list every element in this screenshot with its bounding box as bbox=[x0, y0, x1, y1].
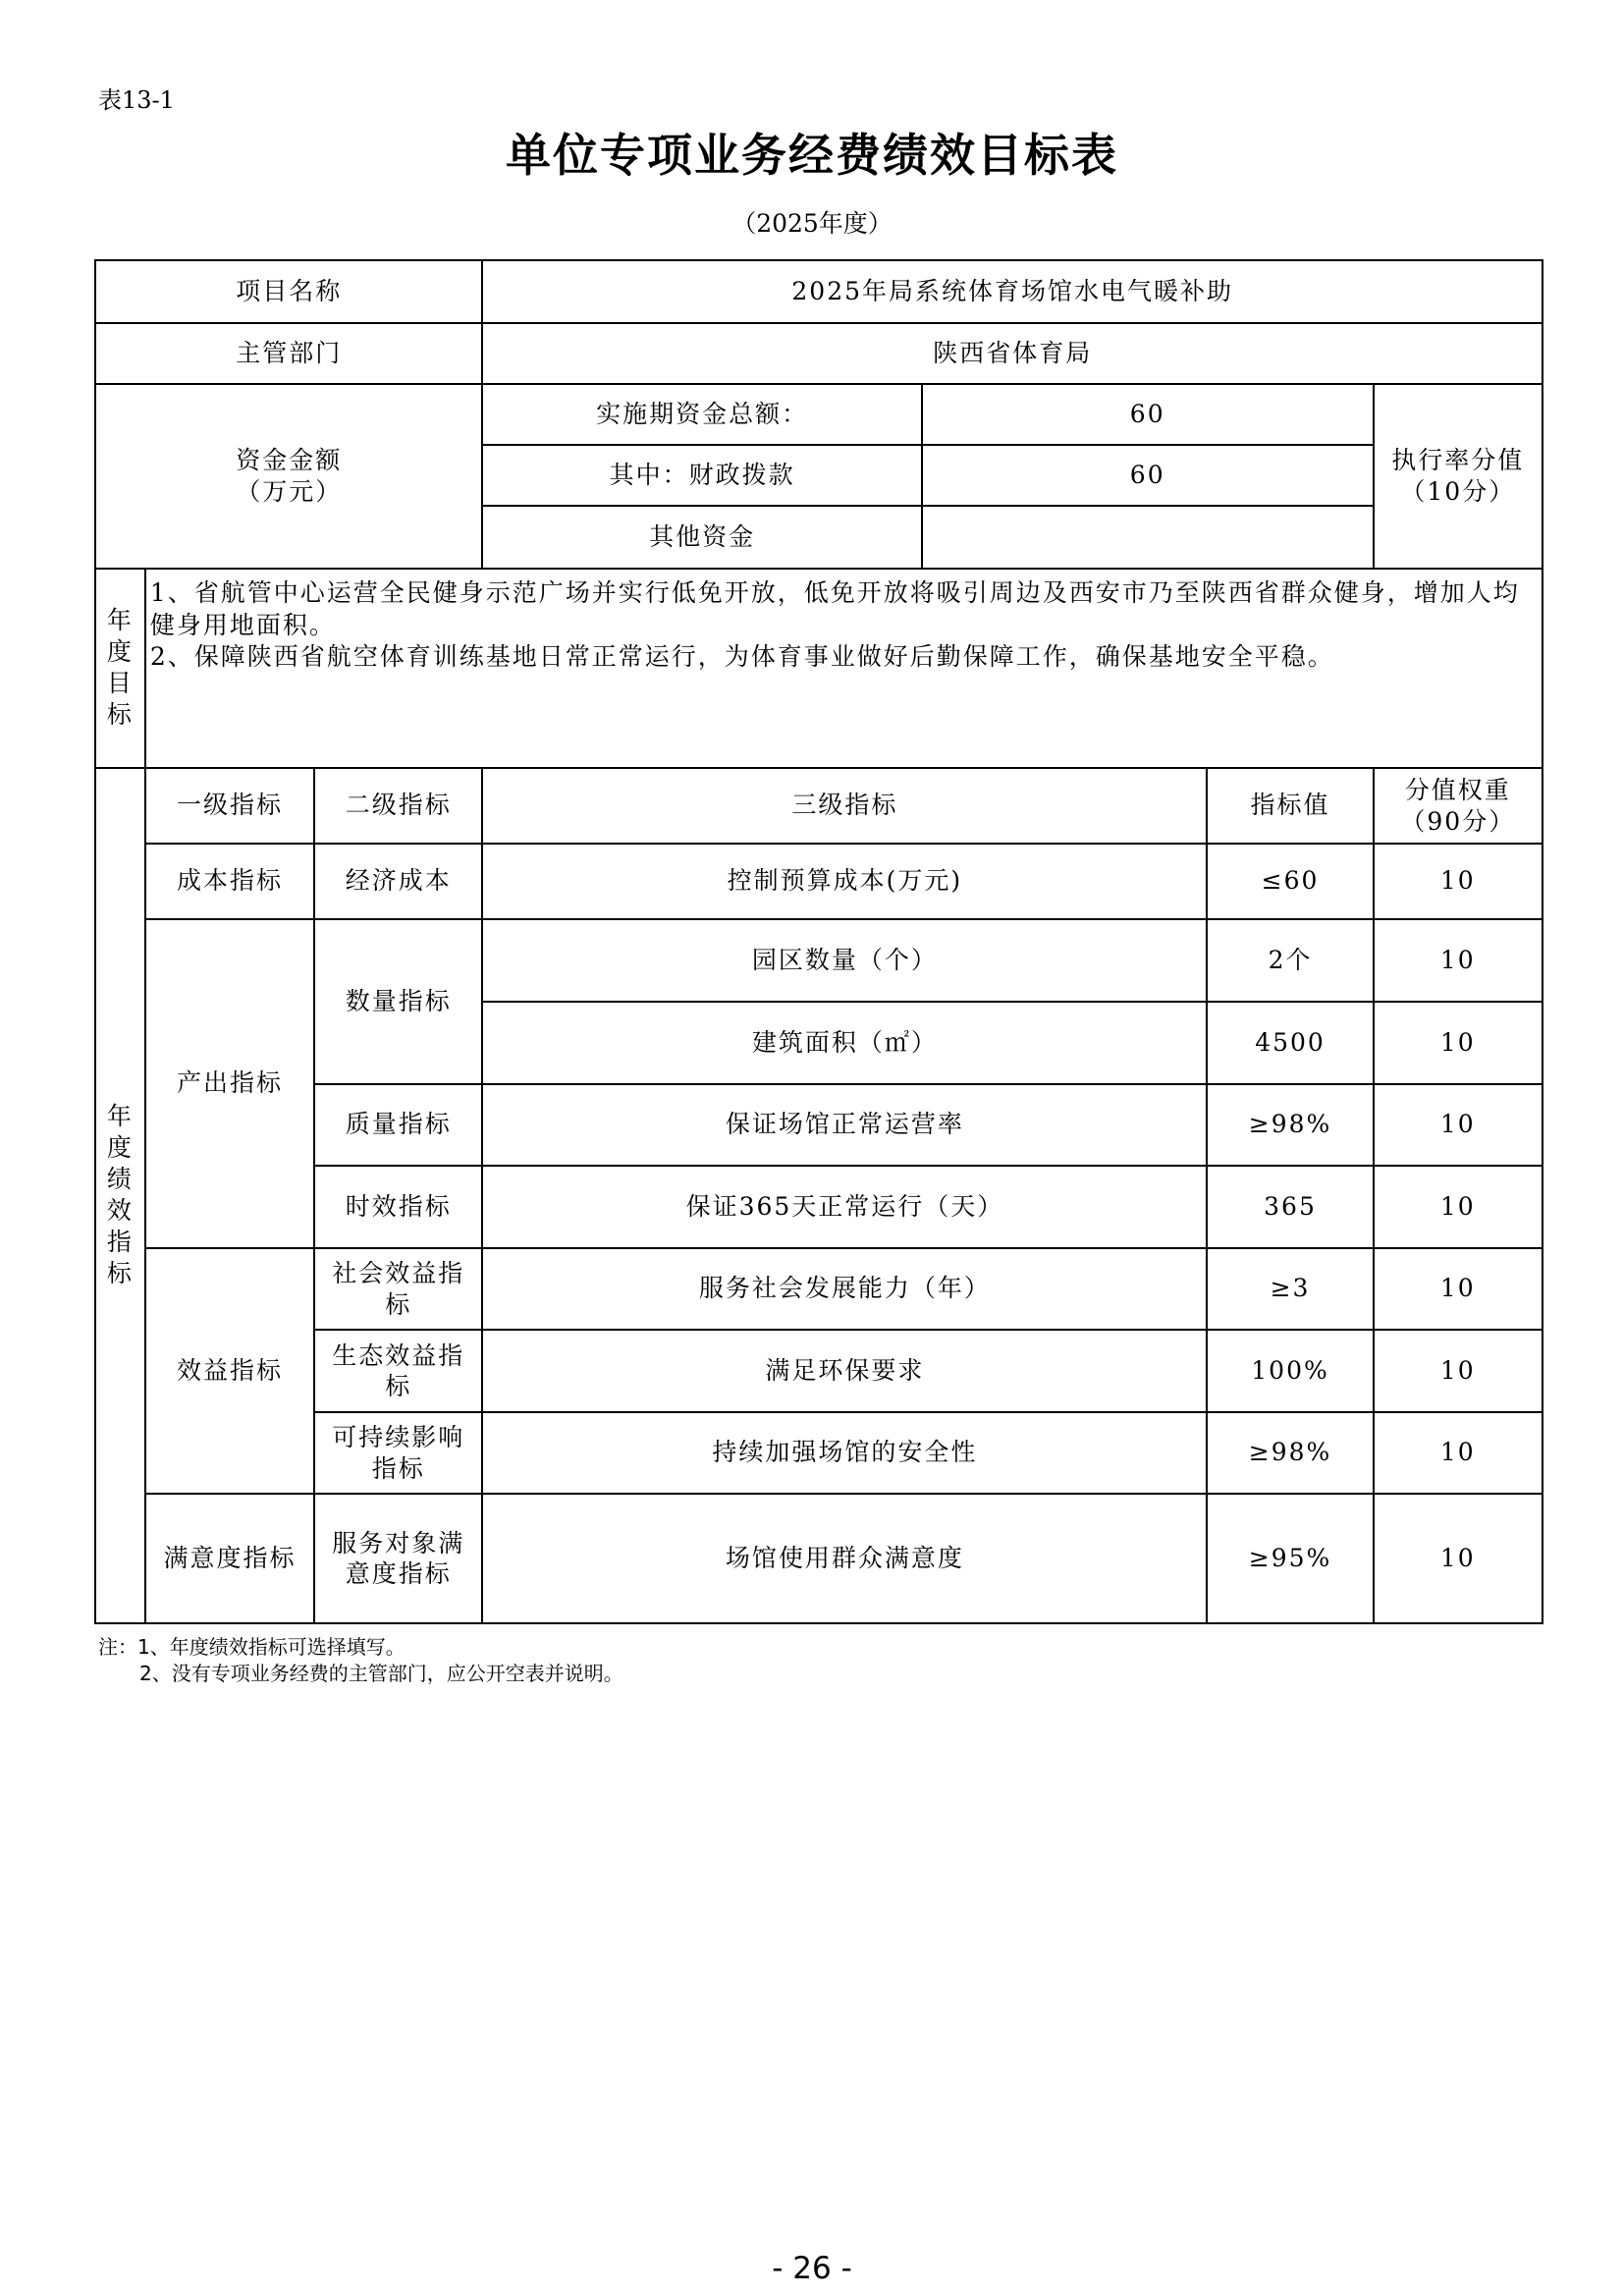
funds-other-label: 其他资金 bbox=[482, 506, 921, 569]
level1-cell: 满意度指标 bbox=[145, 1494, 314, 1623]
funds-fiscal-value: 60 bbox=[922, 445, 1374, 506]
weight-cell: 10 bbox=[1374, 1412, 1543, 1494]
header-weight: 分值权重（90分） bbox=[1374, 768, 1543, 844]
level3-cell: 保证365天正常运行（天） bbox=[482, 1166, 1207, 1248]
level2-cell: 服务对象满意度指标 bbox=[314, 1494, 482, 1623]
table-row bbox=[95, 1494, 1543, 1623]
weight-cell: 10 bbox=[1374, 1166, 1543, 1248]
department-label: 主管部门 bbox=[95, 323, 482, 384]
weight-cell: 10 bbox=[1374, 844, 1543, 919]
level3-cell: 控制预算成本(万元) bbox=[482, 844, 1207, 919]
project-row bbox=[95, 260, 1543, 323]
level1-cell: 成本指标 bbox=[145, 844, 314, 919]
annual-goal-row bbox=[95, 569, 1543, 768]
funds-total-label: 实施期资金总额： bbox=[482, 384, 921, 445]
level3-cell: 建筑面积（㎡） bbox=[482, 1002, 1207, 1084]
performance-target-table bbox=[94, 259, 1543, 1624]
table-notes bbox=[98, 1634, 623, 1687]
value-cell: 365 bbox=[1207, 1166, 1373, 1248]
value-cell: ≥98% bbox=[1207, 1084, 1373, 1166]
level3-cell: 保证场馆正常运营率 bbox=[482, 1084, 1207, 1166]
level2-cell: 生态效益指标 bbox=[314, 1330, 482, 1412]
level2-cell: 时效指标 bbox=[314, 1166, 482, 1248]
level3-cell: 场馆使用群众满意度 bbox=[482, 1494, 1207, 1623]
annual-goal-label: 年度目标 bbox=[95, 569, 145, 768]
weight-cell: 10 bbox=[1374, 1248, 1543, 1330]
note-item: 注：1、年度绩效指标可选择填写。 bbox=[98, 1635, 406, 1659]
funds-total-value: 60 bbox=[922, 384, 1374, 445]
value-cell: ≥98% bbox=[1207, 1412, 1373, 1494]
header-level2: 二级指标 bbox=[314, 768, 482, 844]
page-title: 单位专项业务经费绩效目标表 bbox=[506, 129, 1118, 182]
header-level3: 三级指标 bbox=[482, 768, 1207, 844]
weight-cell: 10 bbox=[1374, 919, 1543, 1002]
page-subtitle: （2025年度） bbox=[731, 209, 893, 238]
weight-cell: 10 bbox=[1374, 1002, 1543, 1084]
level3-cell: 持续加强场馆的安全性 bbox=[482, 1412, 1207, 1494]
project-label: 项目名称 bbox=[95, 260, 482, 323]
indicator-section-label: 年度绩效指标 bbox=[95, 768, 145, 1623]
header-level1: 一级指标 bbox=[145, 768, 314, 844]
project-value: 2025年局系统体育场馆水电气暖补助 bbox=[482, 260, 1543, 323]
table-number: 表13-1 bbox=[98, 86, 175, 114]
weight-cell: 10 bbox=[1374, 1330, 1543, 1412]
department-value: 陕西省体育局 bbox=[482, 323, 1543, 384]
weight-cell: 10 bbox=[1374, 1494, 1543, 1623]
value-cell: 4500 bbox=[1207, 1002, 1373, 1084]
funds-total-row bbox=[95, 384, 1543, 445]
level3-cell: 满足环保要求 bbox=[482, 1330, 1207, 1412]
execution-rate-score: 执行率分值（10分） bbox=[1374, 384, 1543, 569]
annual-goal-item: 2、保障陕西省航空体育训练基地日常正常运行，为体育事业做好后勤保障工作，确保基地安全平稳。 bbox=[149, 642, 1334, 671]
value-cell: 2个 bbox=[1207, 919, 1373, 1002]
level2-cell: 社会效益指标 bbox=[314, 1248, 482, 1330]
table-row bbox=[95, 919, 1543, 1002]
level2-cell: 可持续影响指标 bbox=[314, 1412, 482, 1494]
indicator-header-row bbox=[95, 768, 1543, 844]
value-cell: ≥95% bbox=[1207, 1494, 1373, 1623]
value-cell: ≤60 bbox=[1207, 844, 1373, 919]
level1-cell: 产出指标 bbox=[145, 919, 314, 1248]
level1-cell: 效益指标 bbox=[145, 1248, 314, 1494]
annual-goal-item: 1、省航管中心运营全民健身示范广场并实行低免开放，低免开放将吸引周边及西安市乃至陕西省群众健身，增加人均健身用地面积。 bbox=[149, 578, 1520, 639]
table-row bbox=[95, 844, 1543, 919]
funds-fiscal-label: 其中：财政拨款 bbox=[482, 445, 921, 506]
note-item: 2、没有专项业务经费的主管部门，应公开空表并说明。 bbox=[139, 1662, 623, 1685]
level2-cell: 质量指标 bbox=[314, 1084, 482, 1166]
page-number: - 26 - bbox=[772, 2251, 852, 2286]
table-row bbox=[95, 1248, 1543, 1330]
header-value: 指标值 bbox=[1207, 768, 1373, 844]
funds-label: 资金金额（万元） bbox=[95, 384, 482, 569]
department-row bbox=[95, 323, 1543, 384]
annual-goal-content bbox=[145, 569, 1543, 768]
value-cell: ≥3 bbox=[1207, 1248, 1373, 1330]
level3-cell: 服务社会发展能力（年） bbox=[482, 1248, 1207, 1330]
weight-cell: 10 bbox=[1374, 1084, 1543, 1166]
level2-cell: 数量指标 bbox=[314, 919, 482, 1084]
level3-cell: 园区数量（个） bbox=[482, 919, 1207, 1002]
level2-cell: 经济成本 bbox=[314, 844, 482, 919]
funds-other-value bbox=[922, 506, 1374, 569]
value-cell: 100% bbox=[1207, 1330, 1373, 1412]
